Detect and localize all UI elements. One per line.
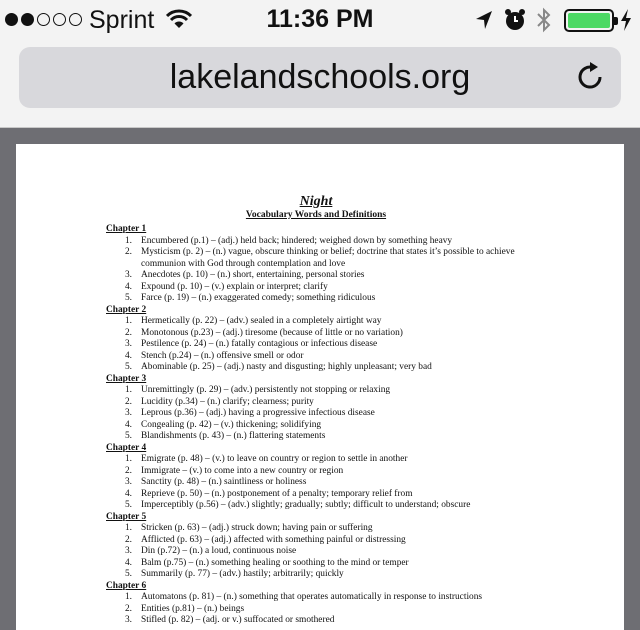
entry-definition: Summarily (p. 77) – (adv.) hastily; arbitrarily; quickly (141, 569, 344, 579)
vocab-entry (106, 489, 526, 501)
chapter-heading: Chapter 6 (106, 580, 147, 591)
entry-number: 5. (124, 293, 132, 303)
vocab-entry (106, 282, 526, 294)
chapter-section (106, 224, 526, 305)
entry-definition: Pestilence (p. 24) – (n.) fatally contagious or infectious disease (141, 339, 378, 349)
entry-definition: Unremittingly (p. 29) – (adv.) persistently not stopping or relaxing (141, 385, 391, 395)
entry-number: 3. (124, 615, 132, 625)
entry-definition: Balm (p.75) – (n.) something healing or soothing to the mind or temper (141, 557, 409, 568)
entry-number: 1. (124, 316, 132, 326)
vocab-entry (106, 397, 526, 409)
vocab-entry (106, 500, 526, 512)
chapter-heading: Chapter 1 (106, 224, 147, 234)
chapter-section (106, 512, 526, 581)
vocab-entry (106, 247, 526, 270)
vocab-entry (106, 420, 526, 432)
vocab-entry (106, 569, 526, 581)
entry-number: 4. (124, 488, 132, 499)
entry-definition: Sanctity (p. 48) – (n.) saintliness or holiness (141, 477, 307, 487)
entry-number: 5. (124, 500, 132, 510)
entry-number: 5. (124, 569, 132, 579)
chapter-heading: Chapter 2 (106, 304, 147, 315)
entry-definition: Afflicted (p. 63) – (adj.) affected with something painful or distressing (141, 534, 406, 545)
clock: 11:36 PM (266, 5, 374, 33)
entry-number: 1. (124, 235, 132, 246)
vocab-entry (106, 592, 526, 604)
entry-definition: Lucidity (p.34) – (n.) clarify; clearness; purity (141, 396, 314, 407)
entry-number: 2. (124, 465, 132, 476)
entry-definition: Stench (p.24) – (n.) offensive smell or odor (141, 350, 304, 361)
entry-number: 1. (124, 385, 132, 395)
entry-number: 1. (124, 523, 132, 533)
chapter-list (106, 224, 526, 627)
entry-number: 5. (124, 362, 132, 372)
entry-definition: Farce (p. 19) – (n.) exaggerated comedy; something ridiculous (141, 293, 376, 303)
reload-icon[interactable] (576, 61, 606, 93)
document-subtitle: Vocabulary Words and Definitions (245, 210, 387, 220)
entry-number: 4. (124, 350, 132, 361)
bluetooth-icon (536, 7, 552, 33)
entry-definition: Anecdotes (p. 10) – (n.) short, entertaining, personal stories (141, 270, 365, 280)
entry-definition: Immigrate – (v.) to come into a new country or region (141, 465, 344, 476)
entry-number: 3. (124, 477, 132, 487)
battery-level (568, 13, 610, 28)
entry-definition: Congealing (p. 42) – (v.) thickening; solidifying (141, 419, 322, 430)
entry-number: 1. (124, 592, 132, 602)
chapter-section (106, 374, 526, 443)
chapter-section (106, 443, 526, 512)
chapter-section (106, 581, 526, 627)
vocab-entry (106, 270, 526, 282)
chapter-heading: Chapter 3 (106, 373, 147, 384)
vocab-entry (106, 293, 526, 305)
vocab-entry (106, 454, 526, 466)
entry-definition: Stricken (p. 63) – (adj.) struck down; having pain or suffering (141, 523, 373, 533)
location-arrow-icon (474, 9, 494, 31)
chapter-section (106, 305, 526, 374)
entry-definition: Blandishments (p. 43) – (n.) flattering statements (141, 431, 326, 441)
charging-bolt-icon (620, 9, 632, 31)
document-title: Night (299, 194, 333, 209)
vocab-entry (106, 362, 526, 374)
entry-definition: Din (p.72) – (n.) a loud, continuous noise (141, 546, 297, 556)
entry-definition: Automatons (p. 81) – (n.) something that operates automatically in response to instructions (141, 592, 483, 602)
entry-definition: Encumbered (p.1) – (adj.) held back; hindered; weighed down by something heavy (141, 235, 453, 246)
vocab-entry (106, 351, 526, 363)
entry-number: 2. (124, 396, 132, 407)
chapter-heading: Chapter 4 (106, 442, 147, 453)
entry-definition: Expound (p. 10) – (v.) explain or interpret; clarify (141, 281, 328, 292)
entry-number: 3. (124, 408, 132, 418)
vocab-entry (106, 546, 526, 558)
entry-definition: Abominable (p. 25) – (adj.) nasty and disgusting; highly unpleasant; very bad (141, 362, 432, 372)
entry-definition: Leprous (p.36) – (adj.) having a progressive infectious disease (141, 408, 375, 418)
vocab-entry (106, 316, 526, 328)
entry-number: 2. (124, 534, 132, 545)
entry-definition: Imperceptibly (p.56) – (adv.) slightly; gradually; subtly; difficult to understand; obscure (141, 500, 471, 510)
entry-number: 4. (124, 557, 132, 568)
vocab-entry (106, 408, 526, 420)
entry-number: 2. (124, 247, 132, 257)
entry-definition: Entities (p.81) – (n.) beings (141, 603, 245, 614)
entry-number: 2. (124, 603, 132, 614)
browser-toolbar (0, 40, 640, 128)
vocab-entry (106, 615, 526, 627)
vocab-entry (106, 328, 526, 340)
document-content (106, 194, 526, 627)
vocab-entry (106, 236, 526, 248)
vocab-entry (106, 431, 526, 443)
vocab-entry (106, 339, 526, 351)
vocab-entry (106, 604, 526, 616)
vocab-entry (106, 385, 526, 397)
battery-icon (564, 9, 614, 32)
entry-definition: Stifled (p. 82) – (adj. or v.) suffocated or smothered (141, 615, 335, 625)
alarm-clock-icon (503, 8, 527, 32)
status-bar (0, 0, 640, 40)
vocab-entry (106, 558, 526, 570)
entry-number: 3. (124, 339, 132, 349)
entry-definition: Mysticism (p. 2) – (n.) vague, obscure thinking or belief; doctrine that states it’s possible to achieve communion with God through contemplation and love (141, 247, 515, 269)
address-bar[interactable] (19, 47, 621, 108)
vocab-entry (106, 477, 526, 489)
carrier-name: Sprint (89, 6, 155, 34)
entry-number: 3. (124, 270, 132, 280)
entry-number: 1. (124, 454, 132, 464)
entry-number: 4. (124, 419, 132, 430)
entry-definition: Monotonous (p.23) – (adj.) tiresome (because of little or no variation) (141, 327, 403, 338)
entry-number: 3. (124, 546, 132, 556)
vocab-entry (106, 523, 526, 535)
vocab-entry (106, 466, 526, 478)
entry-definition: Hermetically (p. 22) – (adv.) sealed in a completely airtight way (141, 316, 382, 326)
entry-definition: Reprieve (p. 50) – (n.) postponement of a penalty; temporary relief from (141, 488, 413, 499)
chapter-heading: Chapter 5 (106, 511, 147, 522)
entry-definition: Emigrate (p. 48) – (v.) to leave on country or region to settle in another (141, 454, 408, 464)
entry-number: 4. (124, 281, 132, 292)
entry-number: 2. (124, 327, 132, 338)
entry-number: 5. (124, 431, 132, 441)
document-page (16, 144, 624, 630)
url-text[interactable]: lakelandschools.org (169, 58, 471, 96)
vocab-entry (106, 535, 526, 547)
